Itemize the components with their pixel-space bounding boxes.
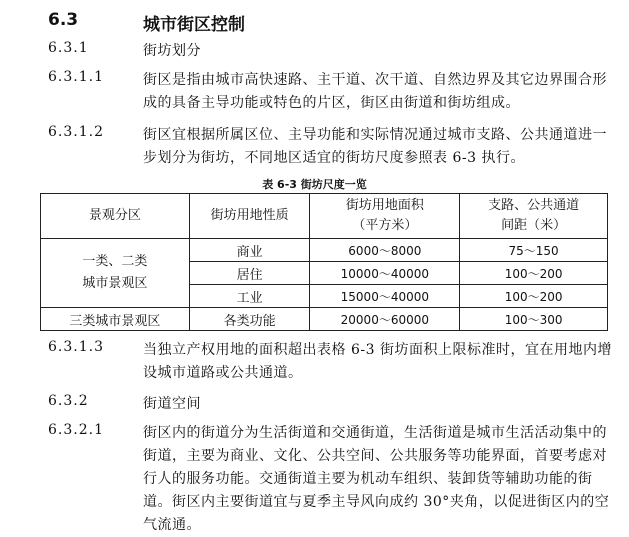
block-scale-table	[40, 193, 608, 331]
clause-text: 当独立产权用地的面积超出表格 6-3 街坊面积上限标准时，宜在用地内增设城市道路或公共通道。	[143, 342, 612, 381]
header-cell: 支路、公共通道 间距（米）	[460, 194, 608, 239]
clause-number: 6.3.2	[48, 393, 89, 409]
spacing-cell: 100～300	[460, 308, 608, 331]
spacing-cell: 75～150	[460, 239, 608, 262]
zone-cell: 一类、二类 城市景观区	[41, 239, 190, 308]
spacing-cell: 100～200	[460, 285, 608, 308]
table-header-row	[41, 194, 608, 239]
header-cell: 景观分区	[41, 194, 190, 239]
clause-title: 街坊划分	[143, 43, 201, 59]
clause-number: 6.3.1.1	[48, 69, 104, 85]
use-cell: 居住	[189, 262, 310, 285]
clause-title: 街道空间	[143, 396, 201, 412]
header-cell: 街坊用地面积 （平方米）	[310, 194, 460, 239]
clause-text: 街区内的街道分为生活街道和交通街道，生活街道是城市生活活动集中的街道，主要为商业、文化、公共空间、公共服务等功能界面，首要考虑对行人的服务功能。交通街道主要为机动车组织、装卸货等辅助功能的街道。街区内主要街道宜与夏季主导风向成约 30°夹角，以促进街区内的空气流通。	[143, 425, 610, 533]
table-caption: 表 6-3 街坊尺度一览	[262, 178, 367, 191]
area-cell: 10000～40000	[310, 262, 460, 285]
area-cell: 20000～60000	[310, 308, 460, 331]
table-row	[41, 308, 608, 331]
use-cell: 商业	[189, 239, 310, 262]
section-title: 城市街区控制	[143, 15, 245, 35]
zone-cell: 三类城市景观区	[41, 308, 190, 331]
header-cell: 街坊用地性质	[189, 194, 310, 239]
clause-text: 街区是指由城市高快速路、主干道、次干道、自然边界及其它边界围合形成的具备主导功能或特色的片区，街区由街道和街坊组成。	[143, 72, 607, 111]
spacing-cell: 100～200	[460, 262, 608, 285]
use-cell: 工业	[189, 285, 310, 308]
table-row	[41, 239, 608, 262]
use-cell: 各类功能	[189, 308, 310, 331]
area-cell: 6000～8000	[310, 239, 460, 262]
section-number: 6.3	[48, 10, 79, 30]
clause-number: 6.3.1.2	[48, 124, 104, 140]
clause-number: 6.3.2.1	[48, 422, 104, 438]
area-cell: 15000～40000	[310, 285, 460, 308]
clause-text: 街区宜根据所属区位、主导功能和实际情况通过城市支路、公共通道进一步划分为街坊，不同地区适宜的街坊尺度参照表 6-3 执行。	[143, 127, 607, 166]
clause-number: 6.3.1	[48, 40, 89, 56]
clause-number: 6.3.1.3	[48, 339, 104, 355]
